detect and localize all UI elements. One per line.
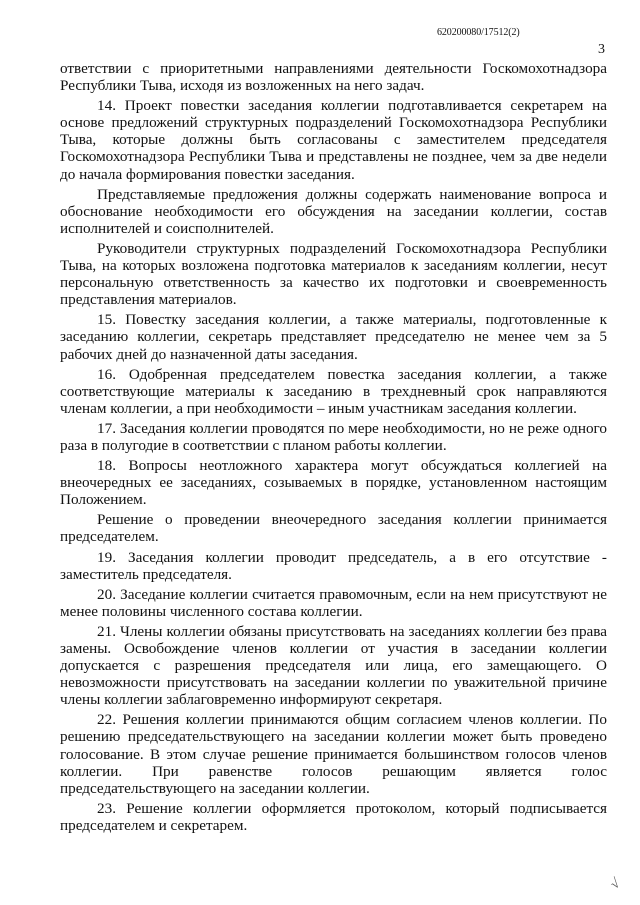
paragraph-extraordinary-decision: Решение о проведении внеочередного заседания коллегии принимается председателем. xyxy=(60,511,607,546)
paragraph-item-15: 15. Повестку заседания коллегии, а также материалы, подготовленные к заседанию коллегии, секретарь представляет председателю не менее чем за 5 рабочих дней до назначенной даты заседания. xyxy=(60,311,607,363)
paragraph-item-14: 14. Проект повестки заседания коллегии подготавливается секретарем на основе предложений структурных подразделений Госкомохотнадзора Республики Тыва, которые должны быть согласованы с заместителем председателя Госкомохотнадзора Республики Тыва и представлены не позднее, чем за две недели до начала формирования повестки заседания. xyxy=(60,97,607,183)
paragraph-item-19: 19. Заседания коллегии проводит председатель, а в его отсутствие - заместитель председателя. xyxy=(60,548,607,583)
handwritten-mark: √ xyxy=(608,876,624,893)
document-id: 620200080/17512(2) xyxy=(437,27,520,38)
paragraph-managers-responsibility: Руководители структурных подразделений Госкомохотнадзора Республики Тыва, на которых возложена подготовка материалов к заседаниям коллегии, несут персональную ответственность за качество их подготовки и своевременность представления материалов. xyxy=(60,239,607,309)
paragraph-proposals: Представляемые предложения должны содержать наименование вопроса и обоснование необходимости его обсуждения на заседании коллегии, состав исполнителей и соисполнителей. xyxy=(60,185,607,237)
paragraph-item-17: 17. Заседания коллегии проводятся по мере необходимости, но не реже одного раза в полугодие в соответствии с планом работы коллегии. xyxy=(60,419,607,454)
document-body xyxy=(60,60,607,837)
paragraph-item-23: 23. Решение коллегии оформляется протоколом, который подписывается председателем и секретарем. xyxy=(60,799,607,834)
paragraph-item-16: 16. Одобренная председателем повестка заседания коллегии, а также соответствующие материалы к заседанию в трехдневный срок направляются членам коллегии, а при необходимости – иным участникам заседания коллегии. xyxy=(60,365,607,417)
paragraph-item-21: 21. Члены коллегии обязаны присутствовать на заседаниях коллегии без права замены. Освобождение членов коллегии от участия в заседании коллегии допускается с разрешения председателя или лица, его замещающего. О невозможности присутствовать на заседании коллегии по уважительной причине члены коллегии заблаговременно информируют секретаря. xyxy=(60,622,607,709)
paragraph-continuation: ответствии с приоритетными направлениями деятельности Госкомохотнадзора Республики Тыва, исходя из возложенных на него задач. xyxy=(60,60,607,95)
paragraph-item-22: 22. Решения коллегии принимаются общим согласием членов коллегии. По решению председательствующего на заседании коллегии может быть проведено голосование. В этом случае решение принимается большинством голосов членов коллегии. При равенстве голосов решающим является голос председательствующего на заседании коллегии. xyxy=(60,711,607,797)
paragraph-item-20: 20. Заседание коллегии считается правомочным, если на нем присутствуют не менее половины численного состава коллегии. xyxy=(60,585,607,620)
page-number: 3 xyxy=(598,42,605,57)
paragraph-item-18: 18. Вопросы неотложного характера могут обсуждаться коллегией на внеочередных ее заседаниях, созываемых в порядке, установленном настоящим Положением. xyxy=(60,457,607,509)
